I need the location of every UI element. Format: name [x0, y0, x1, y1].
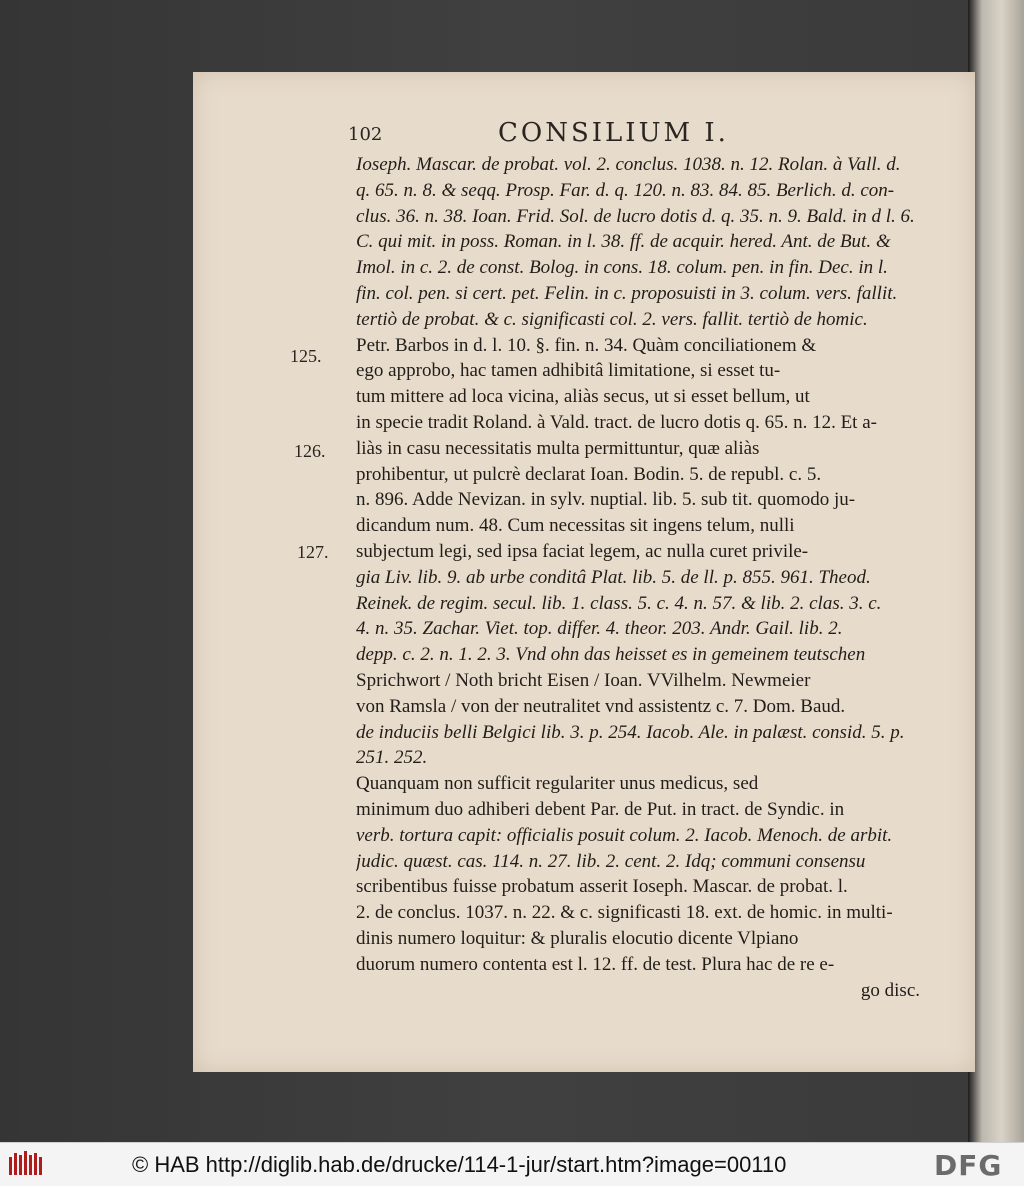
text-line: Ioseph. Mascar. de probat. vol. 2. conclus. 1038. n. 12. Rolan. à Vall. d. — [356, 154, 901, 175]
text-line: subjectum legi, sed ipsa faciat legem, ac nulla curet privile- — [356, 540, 809, 562]
dfg-logo: DFG — [934, 1149, 1003, 1182]
text-line: Sprichwort / Noth bricht Eisen / Ioan. VVilhelm. Newmeier — [356, 669, 811, 691]
text-line: C. qui mit. in poss. Roman. in l. 38. ff. de acquir. hered. Ant. de But. & — [356, 231, 891, 253]
margin-number: 127. — [297, 542, 329, 562]
text-line: 251. 252. — [356, 747, 428, 769]
text-line: verb. tortura capit: officialis posuit colum. 2. Iacob. Menoch. de arbit. — [356, 824, 893, 846]
text-line: dinis numero loquitur: & pluralis elocutio dicente Vlpiano — [356, 927, 799, 949]
text-line: clus. 36. n. 38. Ioan. Frid. Sol. de lucro dotis d. q. 35. n. 9. Bald. in d l. 6. — [356, 205, 915, 227]
text-line: Quanquam non sufficit regulariter unus medicus, sed — [356, 773, 759, 795]
page-number: 102 — [348, 124, 383, 145]
text-line: Reinek. de regim. secul. lib. 1. class. 5. c. 4. n. 57. & lib. 2. clas. 3. c. — [356, 592, 882, 614]
text-line: scribentibus fuisse probatum asserit Ioseph. Mascar. de probat. l. — [356, 876, 848, 898]
text-line: go disc. — [860, 979, 920, 1001]
text-line: Petr. Barbos in d. l. 10. §. fin. n. 34. Quàm conciliationem & — [356, 334, 817, 356]
text-line: Imol. in c. 2. de const. Bolog. in cons. 18. colum. pen. in fin. Dec. in l. — [356, 257, 888, 279]
hab-bars-logo-icon — [8, 1149, 46, 1179]
running-title: CONSILIUM I. — [498, 118, 729, 148]
text-line: de induciis belli Belgici lib. 3. p. 254. Iacob. Ale. in palæst. consid. 5. p. — [356, 721, 905, 743]
margin-number: 125. — [290, 346, 322, 366]
text-line: tum mittere ad loca vicina, aliàs secus, ut si esset bellum, ut — [356, 386, 810, 408]
text-line: q. 65. n. 8. & seqq. Prosp. Far. d. q. 120. n. 83. 84. 85. Berlich. d. con- — [356, 179, 895, 201]
text-line: minimum duo adhiberi debent Par. de Put. in tract. de Syndic. in — [356, 798, 845, 820]
body-text — [356, 152, 920, 1003]
text-line: ego approbo, hac tamen adhibitâ limitatione, si esset tu- — [356, 360, 781, 382]
text-line: von Ramsla / von der neutralitet vnd assistentz c. 7. Dom. Baud. — [356, 695, 846, 717]
page-header — [348, 118, 908, 150]
text-line: judic. quæst. cas. 114. n. 27. lib. 2. cent. 2. Idq; communi consensu — [356, 850, 866, 872]
text-line: dicandum num. 48. Cum necessitas sit ingens telum, nulli — [356, 515, 795, 537]
text-line: depp. c. 2. n. 1. 2. 3. Vnd ohn das heisset es in gemeinem teutschen — [356, 644, 866, 666]
text-line: duorum numero contenta est l. 12. ff. de test. Plura hac de re e- — [356, 953, 835, 975]
text-line: tertiò de probat. & c. significasti col. 2. vers. fallit. tertiò de homic. — [356, 308, 868, 330]
text-line: 2. de conclus. 1037. n. 22. & c. significasti 18. ext. de homic. in multi- — [356, 902, 893, 924]
viewer-footer — [0, 1142, 1024, 1186]
text-line: liàs in casu necessitatis multa permittuntur, quæ aliàs — [356, 437, 760, 459]
text-line: in specie tradit Roland. à Vald. tract. de lucro dotis q. 65. n. 12. Et a- — [356, 411, 877, 433]
margin-number: 126. — [294, 441, 326, 461]
facing-page-edge — [968, 0, 1024, 1142]
text-line: fin. col. pen. si cert. pet. Felin. in c. proposuisti in 3. colum. vers. fallit. — [356, 282, 898, 304]
text-line: 4. n. 35. Zachar. Viet. top. differ. 4. theor. 203. Andr. Gail. lib. 2. — [356, 618, 843, 640]
text-line: prohibentur, ut pulcrè declarat Ioan. Bodin. 5. de republ. c. 5. — [356, 463, 822, 485]
source-link[interactable]: © HAB http://diglib.hab.de/drucke/114-1-jur/start.htm?image=00110 — [132, 1152, 787, 1177]
text-line: gia Liv. lib. 9. ab urbe conditâ Plat. lib. 5. de ll. p. 855. 961. Theod. — [356, 566, 871, 588]
text-line: n. 896. Adde Nevizan. in sylv. nuptial. lib. 5. sub tit. quomodo ju- — [356, 489, 856, 511]
